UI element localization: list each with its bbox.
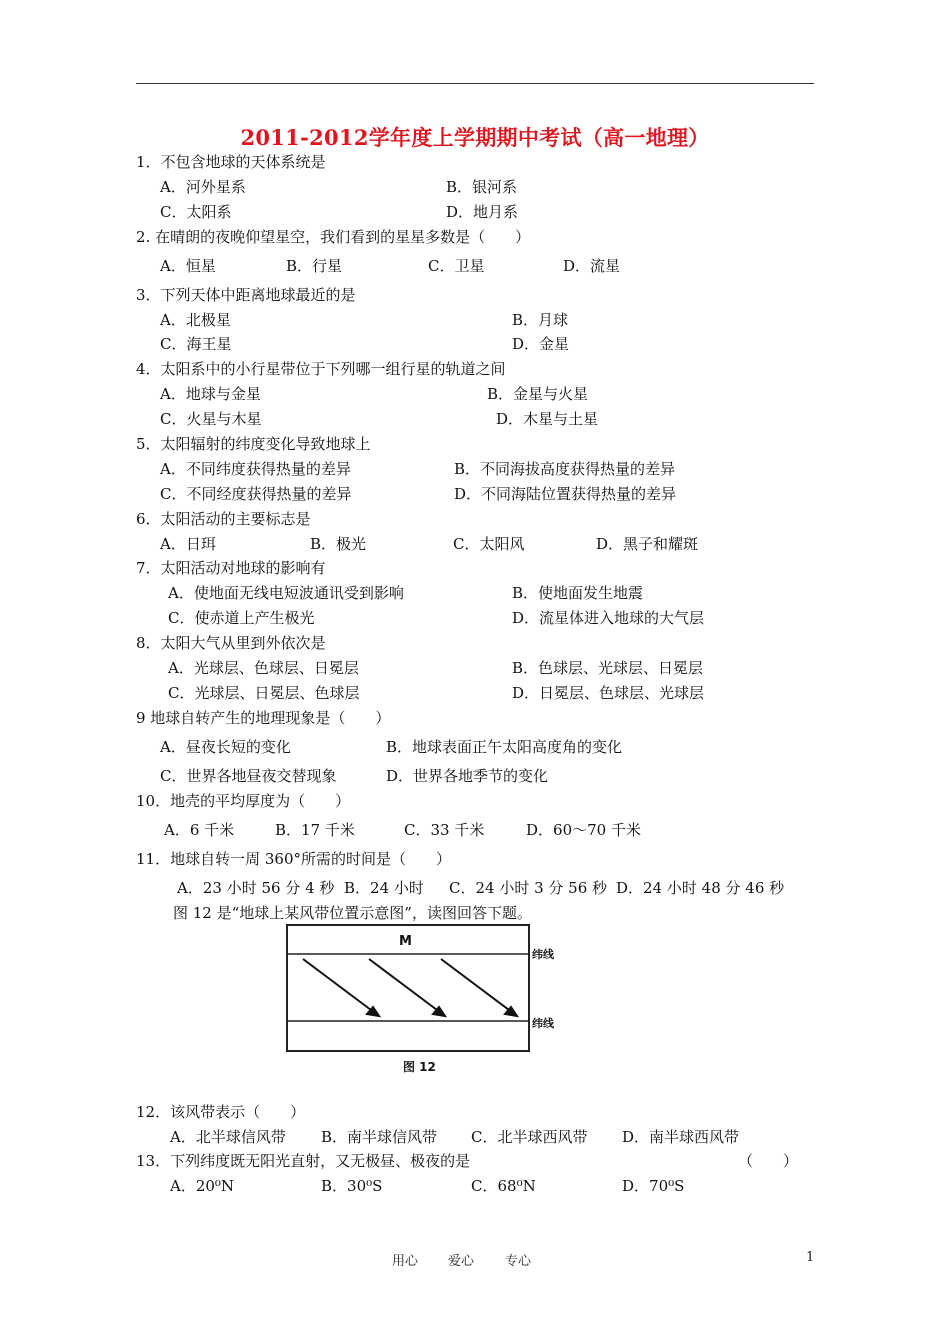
q5-option-d: D．不同海陆位置获得热量的差异 [454, 485, 677, 503]
q4-stem: 4．太阳系中的小行星带位于下列哪一组行星的轨道之间 [136, 360, 506, 378]
q6-option-d: D．黑子和耀斑 [596, 535, 699, 553]
q3-option-b: B．月球 [512, 311, 569, 329]
q5-option-c: C．不同经度获得热量的差异 [160, 485, 352, 503]
q9-option-c: C．世界各地昼夜交替现象 [160, 767, 337, 785]
q6-option-a: A．日珥 [160, 535, 216, 553]
q4-option-c: C．火星与木星 [160, 410, 262, 428]
q13-option-b: B．30⁰S [321, 1177, 383, 1195]
page-number: 1 [806, 1250, 815, 1265]
q1-option-d: D．地月系 [446, 203, 519, 221]
q13-option-d: D．70⁰S [622, 1177, 685, 1195]
q12-option-c: C．北半球西风带 [471, 1128, 588, 1146]
q9-option-d: D．世界各地季节的变化 [386, 767, 549, 785]
q2-option-d: D．流星 [563, 257, 621, 275]
q13-answer-paren: （ ） [738, 1152, 799, 1170]
q3-stem: 3．下列天体中距离地球最近的是 [136, 286, 356, 304]
q11-option-d: D．24 小时 48 分 46 秒 [616, 879, 785, 897]
q11-option-c: C．24 小时 3 分 56 秒 [449, 879, 608, 897]
q12-option-a: A．北半球信风带 [170, 1128, 286, 1146]
q8-option-d: D．日冕层、色球层、光球层 [512, 684, 705, 702]
q5-option-b: B．不同海拔高度获得热量的差异 [454, 460, 676, 478]
q11-stem: 11．地球自转一周 360°所需的时间是（ ） [136, 850, 451, 868]
q13-stem: 13．下列纬度既无阳光直射，又无极昼、极夜的是 [136, 1152, 471, 1170]
q3-option-d: D．金星 [512, 335, 570, 353]
q10-stem: 10．地壳的平均厚度为（ ） [136, 792, 351, 810]
q1-stem: 1．不包含地球的天体系统是 [136, 153, 326, 171]
wind-belt-figure [285, 923, 565, 1081]
q11-option-a: A．23 小时 56 分 4 秒 [177, 879, 335, 897]
q4-option-a: A．地球与金星 [160, 385, 261, 403]
q11-option-b: B．24 小时 [344, 879, 424, 897]
q10-option-c: C．33 千米 [404, 821, 485, 839]
page-title: 2011-2012学年度上学期期中考试（高一地理） [240, 125, 710, 150]
q6-stem: 6．太阳活动的主要标志是 [136, 510, 311, 528]
figure-caption: 图 12 [403, 1060, 436, 1074]
q10-option-b: B．17 千米 [275, 821, 355, 839]
q7-option-a: A．使地面无线电短波通讯受到影响 [168, 584, 404, 602]
q13-option-c: C．68⁰N [471, 1177, 536, 1195]
q12-stem: 12．该风带表示（ ） [136, 1103, 306, 1121]
q7-option-c: C．使赤道上产生极光 [168, 609, 315, 627]
q4-option-d: D．木星与土星 [496, 410, 599, 428]
q9-option-b: B．地球表面正午太阳高度角的变化 [386, 738, 623, 756]
q8-option-a: A．光球层、色球层、日冕层 [168, 659, 359, 677]
q8-option-c: C．光球层、日冕层、色球层 [168, 684, 360, 702]
q9-stem: 9 地球自转产生的地理现象是（ ） [136, 709, 391, 727]
q2-stem: 2. 在晴朗的夜晚仰望星空，我们看到的星星多数是（ ） [136, 228, 531, 246]
q13-option-a: A．20⁰N [170, 1177, 235, 1195]
q3-option-c: C．海王星 [160, 335, 232, 353]
q2-option-c: C．卫星 [428, 257, 485, 275]
figure-intro: 图 12 是“地球上某风带位置示意图”，读图回答下题。 [173, 904, 532, 922]
q8-option-b: B．色球层、光球层、日冕层 [512, 659, 704, 677]
q5-stem: 5．太阳辐射的纬度变化导致地球上 [136, 435, 371, 453]
q1-option-b: B．银河系 [446, 178, 518, 196]
q9-option-a: A．昼夜长短的变化 [160, 738, 291, 756]
q4-option-b: B．金星与火星 [487, 385, 589, 403]
q10-option-d: D．60～70 千米 [526, 821, 641, 839]
q7-stem: 7．太阳活动对地球的影响有 [136, 559, 326, 577]
footer-word-2: 爱心 [448, 1254, 475, 1269]
header-rule [136, 83, 814, 84]
q6-option-c: C．太阳风 [453, 535, 525, 553]
q6-option-b: B．极光 [310, 535, 367, 553]
q3-option-a: A．北极星 [160, 311, 231, 329]
q1-option-c: C．太阳系 [160, 203, 232, 221]
latitude-label-top: 纬线 [532, 948, 554, 961]
q1-option-a: A．河外星系 [160, 178, 246, 196]
q2-option-b: B．行星 [286, 257, 343, 275]
footer-word-1: 用心 [392, 1254, 419, 1269]
q7-option-d: D．流星体进入地球的大气层 [512, 609, 705, 627]
q2-option-a: A．恒星 [160, 257, 216, 275]
footer-word-3: 专心 [505, 1254, 532, 1269]
latitude-label-bottom: 纬线 [532, 1017, 554, 1030]
q8-stem: 8．太阳大气从里到外依次是 [136, 634, 326, 652]
figure-region-label: M [399, 934, 412, 949]
q5-option-a: A．不同纬度获得热量的差异 [160, 460, 351, 478]
q10-option-a: A．6 千米 [164, 821, 235, 839]
q7-option-b: B．使地面发生地震 [512, 584, 644, 602]
q12-option-d: D．南半球西风带 [622, 1128, 740, 1146]
q12-option-b: B．南半球信风带 [321, 1128, 438, 1146]
